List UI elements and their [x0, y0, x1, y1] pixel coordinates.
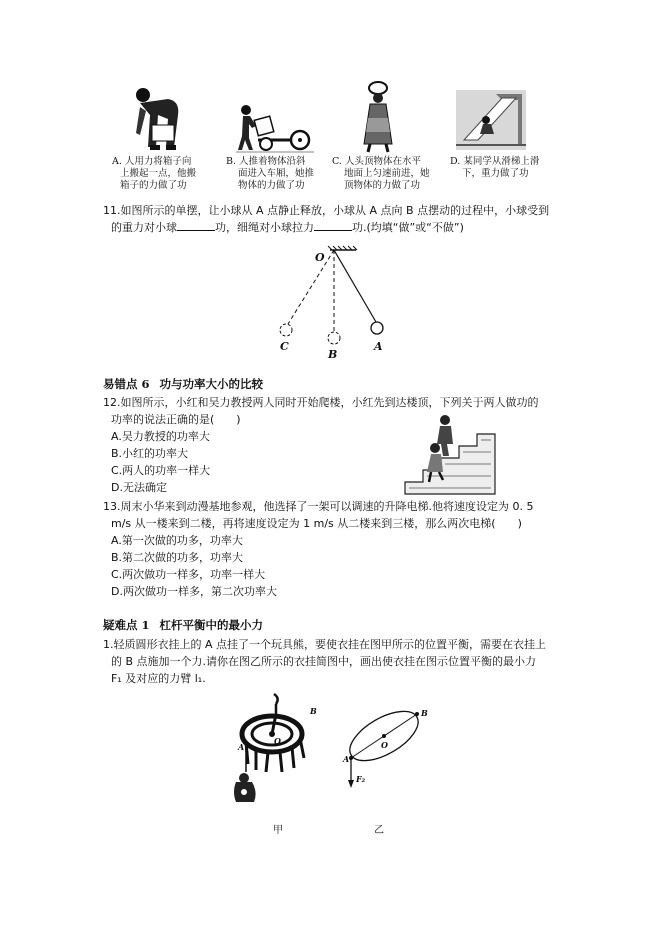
caption-option-c: C. 人头顶物体在水平 地面上匀速前进，她 顶物体的力做了功: [332, 156, 430, 191]
pendulum-label-b: B: [328, 348, 338, 361]
q11-line1: 11.如图所示的单摆，让小球从 A 点静止释放，小球从 A 点向 B 点摆动的过程中，小球受到: [103, 204, 550, 217]
q13-option-a[interactable]: A.第一次做的功多，功率大: [111, 534, 243, 547]
q11-line2: 的重力对小球 功，细绳对小球拉力 功.(均填“做”或“不做”): [111, 221, 464, 234]
q1-line3: F₁ 及对应的力臂 l₁.: [111, 672, 206, 685]
q1-line1: 1.轻质圆形衣挂上的 A 点挂了一个玩具熊，要使衣挂在图甲所示的位置平衡，需要在衣挂上: [103, 638, 547, 651]
pendulum-label-a: A: [374, 340, 383, 353]
q13-line2: m/s 从一楼来到二楼，再将速度设定为 1 m/s 从二楼来到三楼，那么两次电梯( ): [111, 517, 522, 530]
pendulum-label-c: C: [280, 340, 289, 353]
hanger-photo-figure: [232, 692, 312, 812]
illustration-carrying-on-head: [356, 82, 400, 154]
illustration-pushing-cart: [236, 100, 314, 154]
q12-line2: 功率的说法正确的是( ): [111, 413, 241, 426]
fig-yi-label-f2: F₂: [356, 774, 366, 784]
q12-option-b[interactable]: B.小红的功率大: [111, 447, 189, 460]
caption-option-b: B. 人推着物体沿斜 面进入车厢，她推 物体的力做了功: [226, 156, 315, 191]
q12-option-c[interactable]: C.两人的功率一样大: [111, 464, 211, 477]
fig-jia-label-a: A: [238, 742, 245, 752]
fig-yi-label-b: B: [421, 708, 428, 718]
fig-yi-label-a: A: [343, 754, 350, 764]
q12-line1: 12.如图所示，小红和吴力教授两人同时开始爬楼，小红先到达楼顶，下列关于两人做功的: [103, 396, 539, 409]
q13-option-b[interactable]: B.第二次做的功多，功率大: [111, 551, 244, 564]
caption-option-d: D. 某同学从滑梯上滑 下，重力做了功: [450, 156, 540, 179]
q11-blank-1[interactable]: [177, 219, 215, 231]
fig-jia-label-o: O: [274, 736, 281, 746]
illustration-lifting-box: [128, 85, 188, 155]
pendulum-label-o: O: [315, 251, 325, 264]
fig-caption-yi: 乙: [374, 825, 384, 836]
q13-option-d[interactable]: D.两次做功一样多，第二次功率大: [111, 585, 277, 598]
fig-yi-label-o: O: [381, 740, 388, 750]
q12-option-a[interactable]: A.吴力教授的功率大: [111, 430, 210, 443]
section-6-heading: 易错点 6 功与功率大小的比较: [103, 377, 264, 391]
q1-line2: 的 B 点施加一个力.请你在图乙所示的衣挂简图中，画出使衣挂在图示位置平衡的最小力: [111, 655, 537, 668]
q13-line1: 13.周末小华来到动漫基地参观，他选择了一架可以调速的升降电梯.他将速度设定为 0. 5: [103, 500, 534, 513]
q12-option-d[interactable]: D.无法确定: [111, 481, 167, 494]
stair-climbing-illustration: [405, 410, 495, 494]
q13-option-c[interactable]: C.两次做功一样多，功率一样大: [111, 568, 266, 581]
q11-blank-2[interactable]: [314, 219, 352, 231]
caption-option-a: A. 人用力将箱子向 上搬起一点，他搬 箱子的力做了功: [112, 156, 197, 191]
fig-caption-jia: 甲: [273, 825, 283, 836]
fig-jia-label-b: B: [310, 706, 317, 716]
section-hard-1-heading: 疑难点 1 杠杆平衡中的最小力: [103, 618, 264, 632]
illustration-slide: [456, 90, 526, 150]
